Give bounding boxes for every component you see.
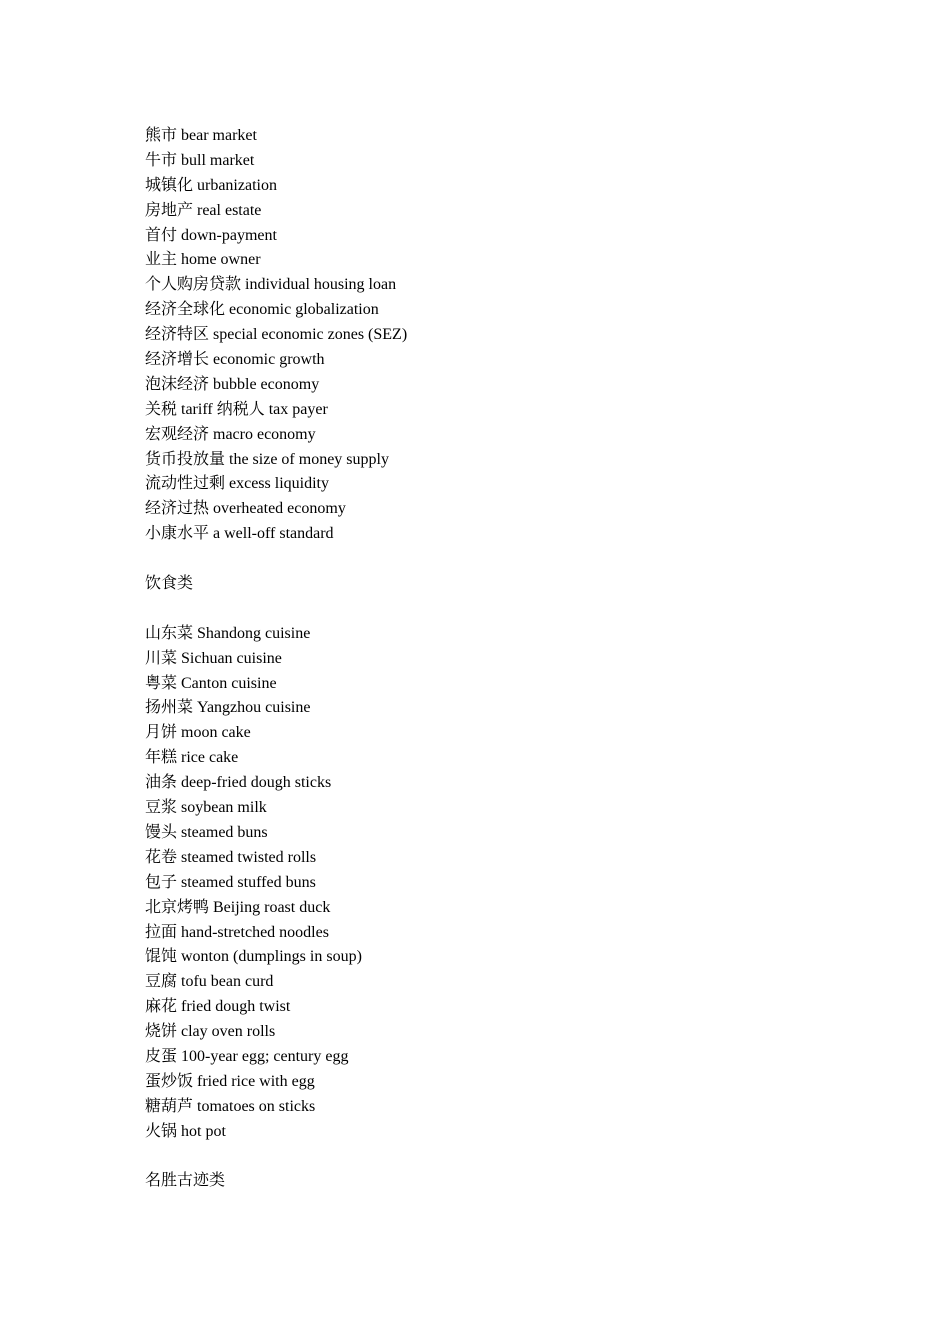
- economy-term: 熊市 bear market: [145, 127, 257, 144]
- food-term: 馄饨 wonton (dumplings in soup): [145, 948, 362, 966]
- food-term: 北京烤鸭 Beijing roast duck: [145, 898, 331, 916]
- food-term: 豆浆 soybean milk: [145, 799, 267, 817]
- food-term: 花卷 steamed twisted rolls: [145, 848, 317, 866]
- food-term: 年糕 rice cake: [145, 749, 239, 767]
- blank-line: [145, 547, 845, 572]
- food-term: 烧饼 clay oven rolls: [145, 1023, 276, 1041]
- economy-term: 经济过热 overheated economy: [145, 500, 346, 518]
- economy-term-list: [145, 124, 845, 547]
- sites-section-heading: 名胜古迹类: [145, 1172, 226, 1190]
- economy-term: 业主 home owner: [145, 251, 261, 269]
- economy-term: 货币投放量 the size of money supply: [145, 450, 389, 468]
- blank-line: [145, 597, 845, 622]
- economy-term: 城镇化 urbanization: [145, 176, 277, 194]
- economy-term: 关税 tariff 纳税人 tax payer: [145, 400, 328, 418]
- food-term: 火锅 hot pot: [145, 1122, 226, 1140]
- food-term: 蛋炒饭 fried rice with egg: [145, 1072, 315, 1090]
- food-section-heading: 饮食类: [145, 575, 194, 593]
- economy-term: 经济增长 economic growth: [145, 351, 325, 369]
- economy-term: 首付 down-payment: [145, 226, 277, 244]
- document-page: [145, 124, 845, 1194]
- food-term: 月饼 moon cake: [145, 724, 251, 742]
- economy-term: 宏观经济 macro economy: [145, 425, 316, 443]
- food-term: 皮蛋 100-year egg; century egg: [145, 1047, 349, 1065]
- economy-term: 流动性过剩 excess liquidity: [145, 475, 329, 493]
- food-term: 麻花 fried dough twist: [145, 998, 291, 1016]
- economy-term: 经济特区 special economic zones (SEZ): [145, 326, 408, 344]
- food-term: 山东菜 Shandong cuisine: [145, 624, 311, 642]
- food-term: 扬州菜 Yangzhou cuisine: [145, 699, 311, 717]
- economy-term: 经济全球化 economic globalization: [145, 301, 379, 319]
- blank-line: [145, 1145, 845, 1170]
- food-term: 包子 steamed stuffed buns: [145, 873, 316, 891]
- food-term: 豆腐 tofu bean curd: [145, 973, 274, 991]
- economy-term: 房地产 real estate: [145, 201, 262, 219]
- food-term-list: [145, 622, 845, 1145]
- food-term: 油条 deep-fried dough sticks: [145, 774, 332, 792]
- food-term: 粤菜 Canton cuisine: [145, 674, 277, 692]
- food-term: 川菜 Sichuan cuisine: [145, 649, 282, 667]
- economy-term: 小康水平 a well-off standard: [145, 525, 334, 543]
- economy-term: 泡沫经济 bubble economy: [145, 375, 320, 393]
- food-term: 糖葫芦 tomatoes on sticks: [145, 1097, 316, 1115]
- food-term: 馒头 steamed buns: [145, 823, 268, 841]
- food-term: 拉面 hand-stretched noodles: [145, 923, 329, 941]
- economy-term: 个人购房贷款 individual housing loan: [145, 276, 397, 294]
- economy-term: 牛市 bull market: [145, 151, 255, 169]
